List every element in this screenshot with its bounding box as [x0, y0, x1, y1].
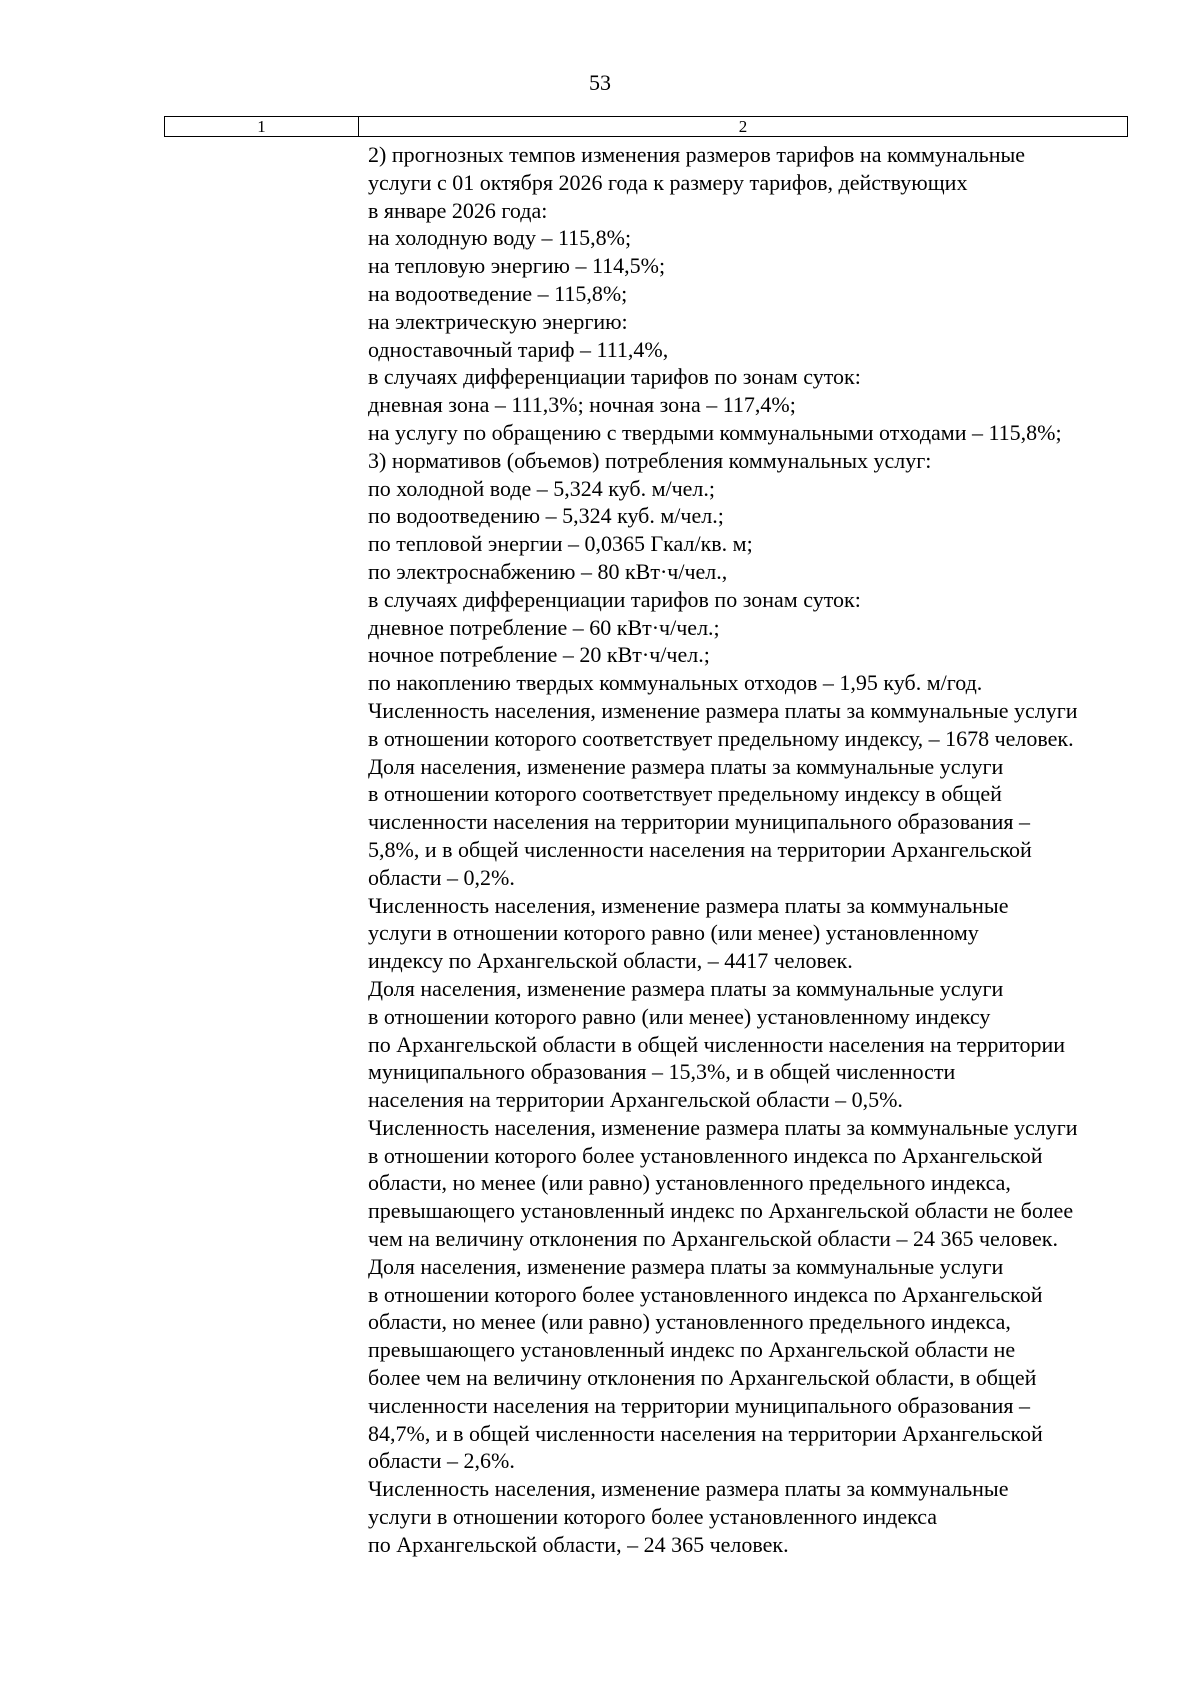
table-header-col-2: 2: [738, 117, 748, 136]
text-line: по холодной воде – 5,324 куб. м/чел.;: [368, 475, 716, 501]
table-header-row: [164, 116, 1128, 137]
table-header-col-1: 1: [165, 117, 359, 136]
text-line: муниципального образования – 15,3%, и в общей численности: [368, 1059, 956, 1085]
text-line: 2) прогнозных темпов изменения размеров тарифов на коммунальные: [368, 142, 1026, 167]
text-line: дневное потребление – 60 кВт·ч/чел.;: [368, 614, 720, 640]
text-line: численности населения на территории муниципального образования –: [368, 1392, 1030, 1418]
text-line: на услугу по обращению с твердыми коммунальными отходами – 115,8%;: [368, 419, 1062, 445]
text-line: 84,7%, и в общей численности населения на территории Архангельской: [368, 1420, 1043, 1446]
text-line: по тепловой энергии – 0,0365 Гкал/кв. м;: [368, 531, 753, 557]
text-line: в отношении которого более установленного индекса по Архангельской: [368, 1142, 1043, 1168]
text-line: услуги в отношении которого более установленного индекса: [368, 1504, 938, 1530]
text-line: населения на территории Архангельской области – 0,5%.: [368, 1087, 903, 1113]
text-line: в случаях дифференциации тарифов по зонам суток:: [368, 586, 861, 612]
text-line: Доля населения, изменение размера платы за коммунальные услуги: [368, 975, 1004, 1001]
text-line: Численность населения, изменение размера платы за коммунальные услуги: [368, 697, 1078, 723]
text-line: на холодную воду – 115,8%;: [368, 225, 632, 251]
text-line: Доля населения, изменение размера платы за коммунальные услуги: [368, 1253, 1004, 1279]
text-line: чем на величину отклонения по Архангельской области – 24 365 человек.: [368, 1226, 1058, 1252]
text-line: одноставочный тариф – 111,4%,: [368, 336, 669, 362]
text-line: по накоплению твердых коммунальных отходов – 1,95 куб. м/год.: [368, 670, 983, 696]
text-line: 5,8%, и в общей численности населения на территории Архангельской: [368, 836, 1032, 862]
text-line: по электроснабжению – 80 кВт·ч/чел.,: [368, 558, 728, 584]
text-line: превышающего установленный индекс по Архангельской области не: [368, 1337, 1016, 1363]
text-line: в отношении которого более установленного индекса по Архангельской: [368, 1281, 1043, 1307]
text-line: превышающего установленный индекс по Архангельской области не более: [368, 1198, 1074, 1224]
text-line: услуги в отношении которого равно (или менее) установленному: [368, 920, 979, 946]
text-line: дневная зона – 111,3%; ночная зона – 117,4%;: [368, 392, 796, 418]
text-line: численности населения на территории муниципального образования –: [368, 809, 1030, 835]
text-line: на водоотведение – 115,8%;: [368, 280, 628, 306]
text-line: индексу по Архангельской области, – 4417 человек.: [368, 948, 853, 974]
text-line: в случаях дифференциации тарифов по зонам суток:: [368, 364, 861, 390]
text-line: 3) нормативов (объемов) потребления коммунальных услуг:: [368, 447, 932, 473]
text-line: области, но менее (или равно) установленного предельного индекса,: [368, 1170, 1011, 1196]
text-line: по водоотведению – 5,324 куб. м/чел.;: [368, 503, 724, 529]
text-line: на тепловую энергию – 114,5%;: [368, 253, 666, 279]
text-line: Численность населения, изменение размера платы за коммунальные: [368, 892, 1009, 918]
text-line: по Архангельской области в общей численности населения на территории: [368, 1031, 1066, 1057]
text-line: ночное потребление – 20 кВт·ч/чел.;: [368, 642, 710, 668]
text-line: услуги с 01 октября 2026 года к размеру тарифов, действующих: [368, 169, 968, 195]
text-line: в отношении которого равно (или менее) установленному индексу: [368, 1003, 991, 1029]
text-line: Численность населения, изменение размера платы за коммунальные: [368, 1476, 1009, 1502]
text-line: в отношении которого соответствует предельному индексу в общей: [368, 781, 1002, 807]
document-body-text: [368, 141, 1128, 1559]
page-number: 53: [589, 70, 611, 95]
text-line: в январе 2026 года:: [368, 197, 548, 223]
text-line: области – 0,2%.: [368, 864, 515, 890]
text-line: Доля населения, изменение размера платы за коммунальные услуги: [368, 753, 1004, 779]
text-line: по Архангельской области, – 24 365 человек.: [368, 1531, 789, 1557]
text-line: области – 2,6%.: [368, 1448, 515, 1474]
text-line: Численность населения, изменение размера платы за коммунальные услуги: [368, 1114, 1078, 1140]
text-line: области, но менее (или равно) установленного предельного индекса,: [368, 1309, 1011, 1335]
text-line: в отношении которого соответствует предельному индексу, – 1678 человек.: [368, 725, 1074, 751]
text-line: на электрическую энергию:: [368, 308, 628, 334]
text-line: более чем на величину отклонения по Архангельской области, в общей: [368, 1365, 1037, 1391]
